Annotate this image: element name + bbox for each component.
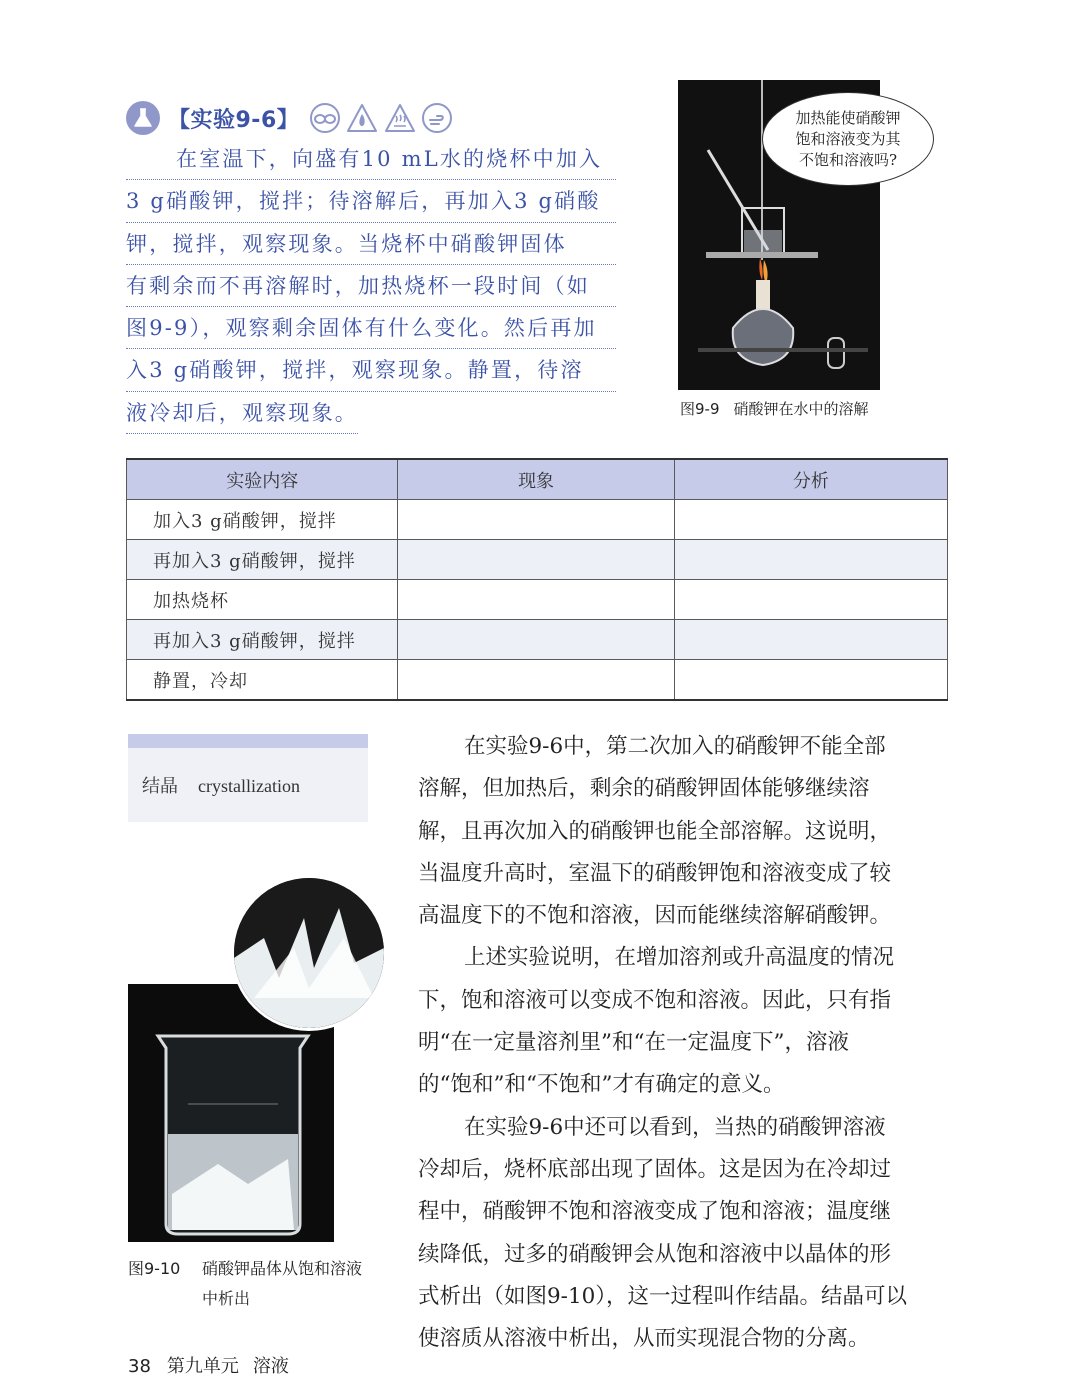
figure-number: 图9-9 [680, 400, 720, 418]
goggles-icon [309, 102, 341, 134]
figure-9-9-caption [680, 398, 869, 419]
paragraph-line: 在实验9-6中还可以看到，当热的硝酸钾溶液 [464, 1114, 886, 1140]
bubble-line: 不饱和溶液吗? [798, 150, 898, 169]
experiment-instructions [126, 138, 616, 434]
table-cell [398, 660, 674, 701]
experiment-line: 液冷却后，观察现象。 [126, 392, 358, 434]
experiment-title: 【实验9-6】 [168, 107, 300, 133]
figure-caption-text: 中析出 [202, 1289, 251, 1308]
table-row [127, 660, 948, 701]
glossary-term [142, 772, 300, 798]
table-cell [674, 660, 947, 701]
paragraph-line: 解，且再次加入的硝酸钾也能全部溶解。这说明， [418, 818, 892, 844]
table-cell [674, 580, 947, 620]
table-cell [674, 620, 947, 660]
paragraph-line: 式析出（如图9-10），这一过程叫作结晶。结晶可以 [418, 1283, 908, 1309]
glossary-bar [128, 734, 368, 748]
experiment-line: 钾，搅拌，观察现象。当烧杯中硝酸钾固体 [126, 223, 616, 265]
experiment-line: 3 g硝酸钾，搅拌；待溶解后，再加入3 g硝酸 [126, 180, 616, 222]
hand-wash-icon [421, 102, 453, 134]
paragraph-line: 使溶质从溶液中析出，从而实现混合物的分离。 [418, 1326, 870, 1352]
table-header-row [127, 459, 948, 500]
question-bubble [762, 92, 934, 186]
paragraph-line: 冷却后，烧杯底部出现了固体。这是因为在冷却过 [418, 1156, 892, 1182]
table-row [127, 580, 948, 620]
paragraph-line: 下，饱和溶液可以变成不饱和溶液。因此，只有指 [418, 987, 892, 1013]
table-cell: 静置，冷却 [127, 660, 398, 701]
table-cell: 加入3 g硝酸钾，搅拌 [127, 500, 398, 540]
paragraph-line: 程中，硝酸钾不饱和溶液变成了饱和溶液；温度继 [418, 1199, 892, 1225]
paragraph-line: 上述实验说明，在增加溶剂或升高温度的情况 [464, 945, 895, 971]
hot-surface-icon [383, 102, 417, 134]
crystal-closeup-photo [234, 878, 384, 1028]
page-number: 38 [128, 1356, 151, 1377]
table-cell: 加热烧杯 [127, 580, 398, 620]
safety-icons [309, 102, 453, 134]
bubble-line: 饱和溶液变为其 [795, 129, 901, 148]
table-cell: 再加入3 g硝酸钾，搅拌 [127, 620, 398, 660]
table-cell: 再加入3 g硝酸钾，搅拌 [127, 540, 398, 580]
bubble-line: 加热能使硝酸钾 [795, 108, 901, 127]
figure-caption-text: 硝酸钾在水中的溶解 [733, 400, 869, 418]
table-header: 实验内容 [127, 459, 398, 500]
experiment-line: 有剩余而不再溶解时，加热烧杯一段时间（如 [126, 265, 616, 307]
table-header: 分析 [674, 459, 947, 500]
paragraph-line: 在实验9-6中，第二次加入的硝酸钾不能全部 [464, 734, 886, 759]
unit-label: 第九单元 [166, 1356, 239, 1377]
table-cell [398, 540, 674, 580]
glossary-term-en: crystallization [198, 776, 300, 796]
experiment-line: 图9-9），观察剩余固体有什么变化。然后再加 [126, 307, 616, 349]
paragraph-line: 明“在一定量溶剂里”和“在一定温度下”，溶液 [418, 1030, 849, 1056]
table-row [127, 620, 948, 660]
flame-icon [345, 102, 379, 134]
paragraph-line: 续降低，过多的硝酸钾会从饱和溶液中以晶体的形 [418, 1241, 892, 1267]
table-cell [674, 540, 947, 580]
paragraph-line: 高温度下的不饱和溶液，因而能继续溶解硝酸钾。 [418, 903, 892, 929]
experiment-line: 入3 g硝酸钾，搅拌，观察现象。静置，待溶 [126, 349, 616, 391]
paragraph-line: 溶解，但加热后，剩余的硝酸钾固体能够继续溶 [418, 776, 870, 802]
page-footer [128, 1352, 289, 1378]
paragraph-line: 的“饱和”和“不饱和”才有确定的意义。 [418, 1072, 785, 1098]
table-row [127, 540, 948, 580]
table-cell [674, 500, 947, 540]
table-cell [398, 620, 674, 660]
figure-number: 图9-10 [128, 1259, 181, 1278]
experiment-line: 在室温下，向盛有10 mL水的烧杯中加入 [126, 138, 616, 180]
paragraph-line: 当温度升高时，室温下的硝酸钾饱和溶液变成了较 [418, 860, 892, 886]
flask-icon [126, 101, 160, 135]
table-header: 现象 [398, 459, 674, 500]
figure-caption-text: 硝酸钾晶体从饱和溶液 [202, 1259, 363, 1278]
body-text [418, 726, 954, 1360]
experiment-header [126, 96, 453, 140]
figure-9-10-caption [128, 1254, 362, 1314]
topic-label: 溶液 [252, 1356, 289, 1377]
experiment-table [126, 458, 948, 701]
glossary-term-cn: 结晶 [142, 776, 178, 797]
table-row [127, 500, 948, 540]
table-cell [398, 580, 674, 620]
table-cell [398, 500, 674, 540]
